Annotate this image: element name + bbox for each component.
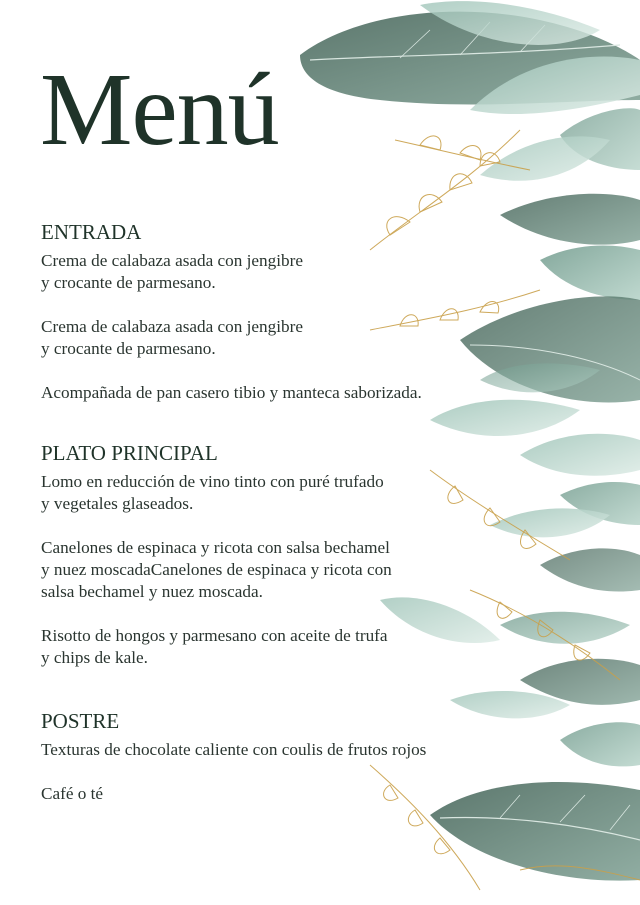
section-plato-principal (41, 441, 511, 669)
menu-title: Menú (40, 52, 279, 167)
section-heading-plato-principal: PLATO PRINCIPAL (41, 441, 218, 465)
menu-item: Risotto de hongos y parmesano con aceite de trufa y chips de kale. (41, 626, 388, 667)
section-entrada (41, 220, 511, 404)
menu-item: Crema de calabaza asada con jengibre y crocante de parmesano. (41, 251, 303, 292)
section-heading-postre: POSTRE (41, 709, 120, 733)
section-heading-entrada: ENTRADA (41, 220, 142, 244)
menu-item: Acompañada de pan casero tibio y manteca saborizada. (41, 383, 422, 402)
menu-item: Canelones de espinaca y ricota con salsa bechamel y nuez moscadaCanelones de espinaca y ricota con salsa bechamel y nuez moscada. (41, 538, 392, 601)
menu-item: Café o té (41, 784, 104, 803)
menu-item: Texturas de chocolate caliente con coulis de frutos rojos (41, 740, 427, 759)
menu-item: Lomo en reducción de vino tinto con puré trufado y vegetales glaseados. (41, 472, 384, 513)
menu-item: Crema de calabaza asada con jengibre y crocante de parmesano. (41, 317, 303, 358)
section-postre (41, 709, 511, 805)
